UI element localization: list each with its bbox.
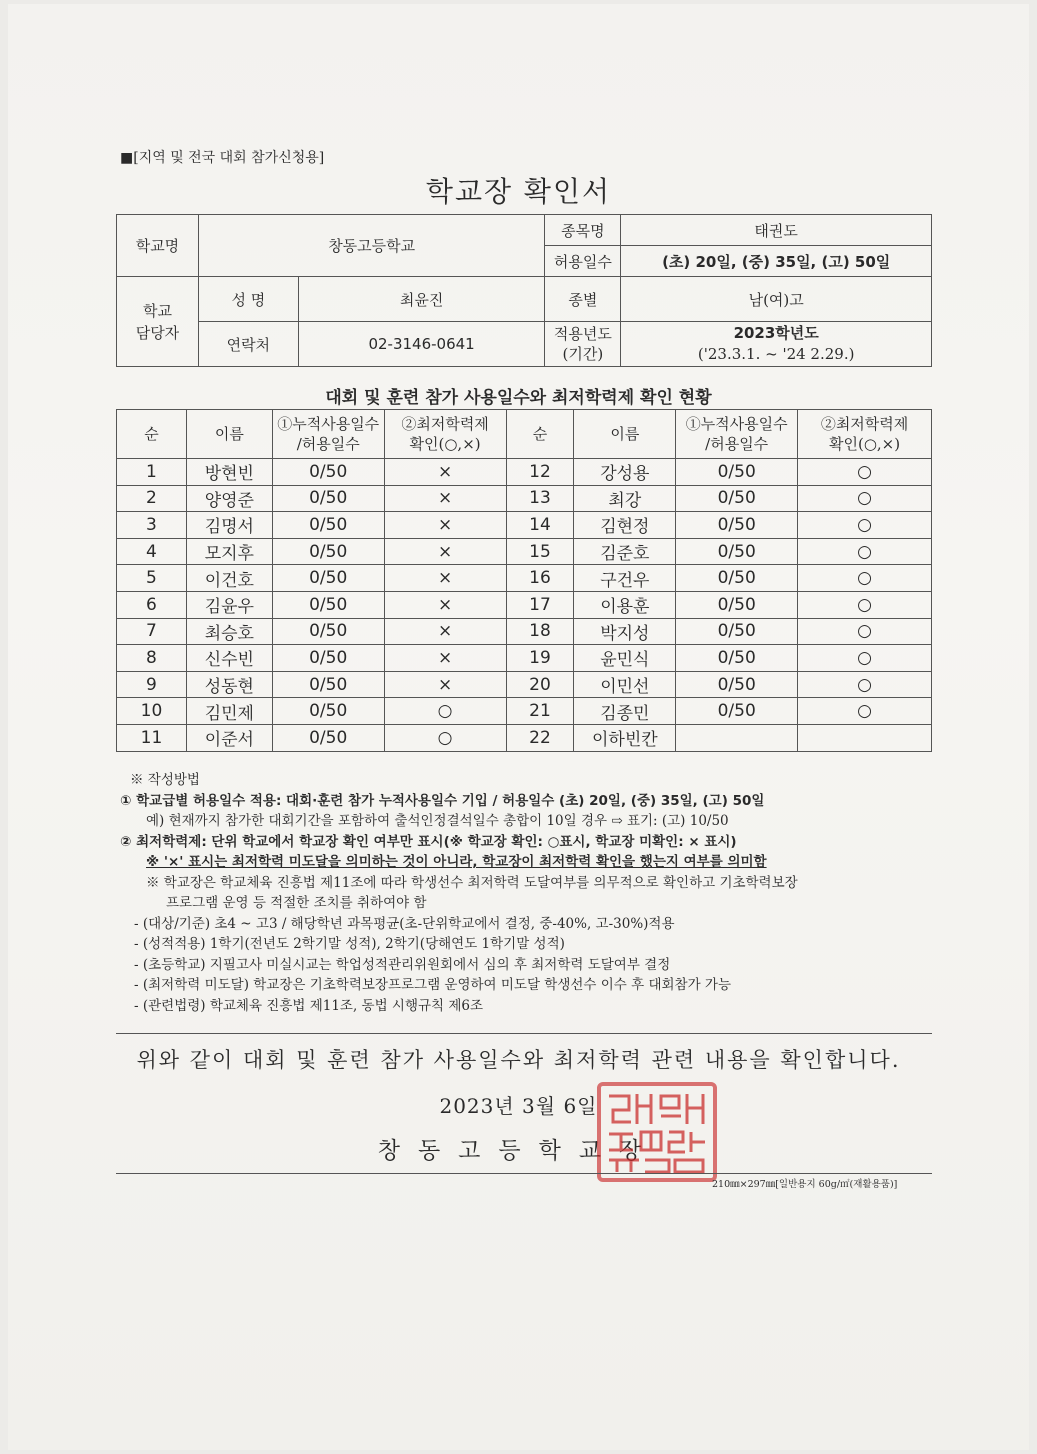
principal-title: 창동고등학교장 [377,1138,660,1164]
note-2-warning: ※ '×' 표시는 최저학력 미도달을 의미하는 것이 아니라, 학교장이 최저학력 확인을 했는지 여부를 의미함 [146,854,767,870]
student-name-right: 김준호 [574,538,676,565]
days-used-left: 0/50 [272,724,384,751]
row-number-left: 1 [117,459,187,486]
minimum-check-right: ○ [798,538,932,565]
days-used-left: 0/50 [272,698,384,725]
row-number-right: 22 [506,724,574,751]
year-value: 2023학년도 [733,324,819,342]
minimum-check-left: × [384,591,506,618]
col-days-right-1: ①누적사용일수 [685,415,788,433]
table-row [117,645,932,672]
contact-label: 연락처 [198,322,298,367]
minimum-check-left: × [384,618,506,645]
manager-label-line1: 학교 [142,301,172,320]
row-number-right: 20 [506,671,574,698]
col-check-left [384,410,506,459]
year-value-cell [621,322,932,367]
student-name-right: 박지성 [574,618,676,645]
student-name-left: 김민제 [186,698,272,725]
detail-elementary: - (초등학교) 지필고사 미실시교는 학업성적관리위원회에서 심의 후 최저학력 도달여부 결정 [134,956,671,973]
student-name-left: 성동현 [186,671,272,698]
table-row [117,618,932,645]
minimum-check-left: × [384,645,506,672]
row-number-left: 8 [117,645,187,672]
col-check-left-2: 확인(○,×) [409,435,481,453]
roster-table [116,409,932,752]
minimum-check-right [798,724,932,751]
col-days-left-1: ①누적사용일수 [277,415,380,433]
confirmation-text: 위와 같이 대회 및 훈련 참가 사용일수와 최저학력 관련 내용을 확인합니다. [136,1048,901,1072]
minimum-check-right: ○ [798,485,932,512]
col-check-right-2: 확인(○,×) [828,435,901,453]
minimum-check-left: ○ [384,724,506,751]
table-row [117,459,932,486]
minimum-check-left: × [384,538,506,565]
gender-label: 종별 [545,277,621,322]
col-days-left [272,410,384,459]
form-tag: ■[지역 및 전국 대회 참가신청용] [120,150,325,166]
info-table [116,214,932,367]
manager-name: 최윤진 [298,277,545,322]
minimum-check-right: ○ [798,698,932,725]
col-days-right-2: /허용일수 [705,435,769,453]
row-number-right: 18 [506,618,574,645]
note-1: ① 학교급별 허용일수 적용: 대회·훈련 참가 누적사용일수 기입 / 허용일수 (초) 20일, (중) 35일, (고) 50일 [120,792,765,809]
school-label: 학교명 [117,215,199,277]
student-name-right: 이하빈칸 [574,724,676,751]
manager-label [117,277,199,367]
row-number-left: 9 [117,671,187,698]
minimum-check-right: ○ [798,459,932,486]
manager-label-line2: 담당자 [135,323,180,342]
year-label-line2: (기간) [562,345,604,363]
days-used-right: 0/50 [676,645,798,672]
student-name-left: 김윤우 [186,591,272,618]
divider-bottom [116,1173,932,1174]
table-row [117,671,932,698]
minimum-check-right: ○ [798,512,932,539]
days-used-right: 0/50 [676,671,798,698]
table-row [117,512,932,539]
row-number-left: 4 [117,538,187,565]
days-used-left: 0/50 [272,565,384,592]
detail-laws: - (관련법령) 학교체육 진흥법 제11조, 동법 시행규칙 제6조 [134,997,484,1014]
table-row [117,591,932,618]
divider-top [116,1033,932,1034]
col-name-right: 이름 [574,410,676,459]
student-name-left: 이준서 [186,724,272,751]
days-used-left: 0/50 [272,459,384,486]
days-used-right: 0/50 [676,591,798,618]
days-used-left: 0/50 [272,618,384,645]
year-label-line1: 적용년도 [553,325,612,343]
student-name-left: 김명서 [186,512,272,539]
detail-target: - (대상/기준) 초4 ~ 고3 / 해당학년 과목평균(초-단위학교에서 결정, 중-40%, 고-30%)적용 [134,915,675,932]
student-name-right: 이용훈 [574,591,676,618]
sport-value: 태권도 [621,215,932,246]
minimum-check-right: ○ [798,565,932,592]
days-used-right [676,724,798,751]
minimum-check-right: ○ [798,591,932,618]
school-seal-stamp [597,1082,717,1182]
row-number-right: 15 [506,538,574,565]
sport-label: 종목명 [545,215,621,246]
row-number-left: 11 [117,724,187,751]
student-name-right: 이민선 [574,671,676,698]
contact-value: 02-3146-0641 [298,322,545,367]
student-name-right: 김종민 [574,698,676,725]
minimum-check-left: × [384,485,506,512]
year-label [545,322,621,367]
minimum-check-left: × [384,459,506,486]
detail-grades: - (성적적용) 1학기(전년도 2학기말 성적), 2학기(당해연도 1학기말 성적) [134,936,565,952]
minimum-check-right: ○ [798,645,932,672]
table-row [117,485,932,512]
col-days-right [676,410,798,459]
student-name-left: 모지후 [186,538,272,565]
row-number-left: 10 [117,698,187,725]
detail-below-minimum: - (최저학력 미도달) 학교장은 기초학력보장프로그램 운영하여 미도달 학생선수 이수 후 대회참가 가능 [134,977,731,993]
days-used-right: 0/50 [676,565,798,592]
student-name-right: 최강 [574,485,676,512]
note-2-detail-2: 프로그램 운영 등 적절한 조치를 취하여야 함 [166,895,427,911]
student-name-left: 이건호 [186,565,272,592]
note-1-example: 예) 현재까지 참가한 대회기간을 포함하여 출석인정결석일수 총합이 10일 경우 ⇨ 표기: (고) 10/50 [146,813,729,829]
period-value: ('23.3.1. ~ '24 2.29.) [697,345,855,363]
allowed-label: 허용일수 [545,246,621,277]
row-number-left: 2 [117,485,187,512]
name-label: 성 명 [198,277,298,322]
col-check-right-1: ②최저학력제 [820,415,909,433]
days-used-left: 0/50 [272,591,384,618]
minimum-check-left: × [384,671,506,698]
row-number-left: 3 [117,512,187,539]
row-number-right: 14 [506,512,574,539]
student-name-left: 신수빈 [186,645,272,672]
student-name-left: 양영준 [186,485,272,512]
table-row [117,565,932,592]
allowed-value: (초) 20일, (중) 35일, (고) 50일 [621,246,932,277]
student-name-right: 구건우 [574,565,676,592]
seal-pattern-icon [601,1086,713,1178]
note-2: ② 최저학력제: 단위 학교에서 학교장 확인 여부만 표시(※ 학교장 확인: ○표시, 학교장 미확인: × 표시) [120,833,737,850]
days-used-left: 0/50 [272,485,384,512]
days-used-left: 0/50 [272,538,384,565]
table-row [117,724,932,751]
roster-title: 대회 및 훈련 참가 사용일수와 최저학력제 확인 현황 [325,388,712,408]
row-number-left: 6 [117,591,187,618]
note-2-detail-1: ※ 학교장은 학교체육 진흥법 제11조에 따라 학생선수 최저학력 도달여부를 의무적으로 확인하고 기초학력보장 [146,874,798,891]
school-name: 창동고등학교 [198,215,545,277]
days-used-left: 0/50 [272,512,384,539]
row-number-right: 21 [506,698,574,725]
student-name-right: 강성용 [574,459,676,486]
issue-date: 2023년 3월 6일 [439,1094,598,1118]
row-number-left: 7 [117,618,187,645]
col-no-right: 순 [506,410,574,459]
days-used-left: 0/50 [272,671,384,698]
minimum-check-left: ○ [384,698,506,725]
student-name-left: 최승호 [186,618,272,645]
document-title: 학교장 확인서 [425,175,612,208]
minimum-check-right: ○ [798,671,932,698]
days-used-right: 0/50 [676,698,798,725]
roster-body [117,410,932,752]
col-name-left: 이름 [186,410,272,459]
row-number-right: 13 [506,485,574,512]
notes-heading: ※ 작성방법 [130,772,200,788]
row-number-right: 12 [506,459,574,486]
minimum-check-right: ○ [798,618,932,645]
row-number-right: 16 [506,565,574,592]
student-name-right: 윤민식 [574,645,676,672]
paper-spec: 210㎜×297㎜[일반용지 60g/㎡(재활용품)] [712,1179,898,1190]
gender-value: 남(여)고 [621,277,932,322]
col-days-left-2: /허용일수 [296,435,360,453]
row-number-right: 17 [506,591,574,618]
days-used-left: 0/50 [272,645,384,672]
col-no-left: 순 [117,410,187,459]
minimum-check-left: × [384,565,506,592]
days-used-right: 0/50 [676,512,798,539]
col-check-right [798,410,932,459]
roster-header-row [117,410,932,459]
student-name-left: 방현빈 [186,459,272,486]
row-number-right: 19 [506,645,574,672]
row-number-left: 5 [117,565,187,592]
instructions [120,770,950,1016]
days-used-right: 0/50 [676,618,798,645]
table-row [117,698,932,725]
col-check-left-1: ②최저학력제 [401,415,489,433]
minimum-check-left: × [384,512,506,539]
student-name-right: 김현정 [574,512,676,539]
days-used-right: 0/50 [676,538,798,565]
days-used-right: 0/50 [676,459,798,486]
days-used-right: 0/50 [676,485,798,512]
table-row [117,538,932,565]
